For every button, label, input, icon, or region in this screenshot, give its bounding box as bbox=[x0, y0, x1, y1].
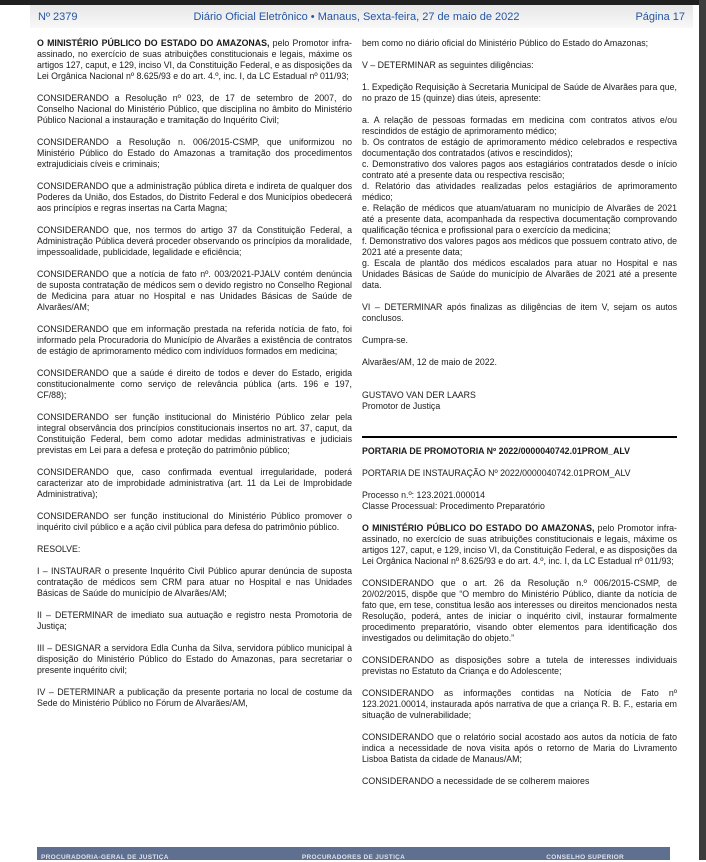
paragraph: CONSIDERANDO que a notícia de fato nº. 003/2021-PJALV contém denúncia de suposta contratação de médicos sem o devido registro no Conselho Regional de Medicina para atuar no Hospital e nas Unidades Básicas de Saúde de Alvarães/AM; bbox=[37, 269, 352, 312]
paragraph: CONSIDERANDO que a saúde é direito de todos e dever do Estado, erigida constitucionalmente como serviço de relevância pública (arts. 196 e 197, CF/88); bbox=[37, 368, 352, 400]
gazette-footer bbox=[37, 847, 670, 860]
page-number: Página 17 bbox=[635, 10, 685, 23]
paragraph: CONSIDERANDO que, nos termos do artigo 37 da Constituição Federal, a Administração Pública deverá proceder observando os princípios da moralidade, impessoalidade, publicidade, legalidade e eficiência; bbox=[37, 225, 352, 257]
right-column bbox=[362, 38, 677, 798]
paragraph: g. Escala de plantão dos médicos escalados para atuar no Hospital e nas Unidades Básicas de Saúde do município de Alvarães de 2021 até a presente data. bbox=[362, 258, 677, 290]
paragraph: VI – DETERMINAR após finalizas as diligências de item V, sejam os autos conclusos. bbox=[362, 302, 677, 323]
paragraph: CONSIDERANDO que o relatório social acostado aos autos da notícia de fato indica a necessidade de nova visita após o retorno de Maria do Livramento Lisboa Batista da cidade de Manaus/AM; bbox=[362, 732, 677, 764]
paragraph: 1. Expedição Requisição à Secretaria Municipal de Saúde de Alvarães para que, no prazo de 15 (quinze) dias úteis, apresente: bbox=[362, 82, 677, 103]
paragraph: Cumpra-se. bbox=[362, 335, 408, 345]
paragraph: PORTARIA DE PROMOTORIA Nº 2022/0000040742.01PROM_ALV bbox=[362, 446, 631, 456]
paragraph: II – DETERMINAR de imediato sua autuação e registro nesta Promotoria de Justiça; bbox=[37, 610, 352, 631]
paragraph: c. Demonstrativo dos valores pagos aos estagiários contratados desde o início contrato até a presente data ou respectiva rescisão; bbox=[362, 159, 677, 180]
paragraph: V – DETERMINAR as seguintes diligências: bbox=[362, 60, 534, 70]
paragraph: a. A relação de pessoas formadas em medicina com contratos ativos e/ou rescindidos de estágio de aprimoramento médico; bbox=[362, 115, 677, 136]
paragraph: CONSIDERANDO a Resolução nº 023, de 17 de setembro de 2007, do Conselho Nacional do Ministério Público, que disciplina no âmbito do Ministério Público Nacional a instauração e tramitação do Inquérito Civil; bbox=[37, 93, 352, 125]
paragraph: CONSIDERANDO que o art. 26 da Resolução n.º 006/2015-CSMP, de 20/02/2015, dispõe que “O membro do Ministério Público, diante da notícia de fato que, em tese, constitua lesão aos interesses ou direitos mencionados nesta Resolução, poderá, antes de iniciar o inquérito civil, instaurar formalmente procedimento preparatório, visando obter elementos para identificação dos investigados ou delimitação do objeto.” bbox=[362, 578, 677, 643]
paragraph: III – DESIGNAR a servidora Edla Cunha da Silva, servidora público municipal à disposição do Ministério Público do Estado do Amazonas, para secretariar o presente inquérito civil; bbox=[37, 643, 352, 675]
paragraph: bem como no diário oficial do Ministério Público do Estado do Amazonas; bbox=[362, 38, 649, 48]
section-divider bbox=[362, 436, 677, 438]
paragraph: Alvarães/AM, 12 de maio de 2022. bbox=[362, 357, 497, 367]
paragraph: b. Os contratos de estágio de aprimoramento médico celebrados e respectiva documentação dos contratados (ativos e rescindidos); bbox=[362, 137, 677, 158]
paragraph: IV – DETERMINAR a publicação da presente portaria no local de costume da Sede do Ministério Público no Fórum de Alvarães/AM, bbox=[37, 687, 352, 708]
gazette-title: Diário Oficial Eletrônico • Manaus, Sexta-feira, 27 de maio de 2022 bbox=[193, 10, 520, 23]
footer-section-procuradoria-geral: PROCURADORIA-GERAL DE JUSTIÇA bbox=[41, 854, 169, 860]
paragraph: Classe Processual: Procedimento Preparatório bbox=[362, 501, 545, 511]
paragraph: O MINISTÉRIO PÚBLICO DO ESTADO DO AMAZONAS, pelo Promotor infra-assinado, no exercício de suas atribuições constitucionais e legais, máxime os artigos 127, caput, e 129, inciso VI, da Constituição Federal, e as disposições da Lei Orgânica Nacional nº 8.625/93 e do art. 4.º, inc. I, da LC Estadual nº 011/93; bbox=[362, 523, 677, 566]
paragraph: PORTARIA DE INSTAURAÇÃO Nº 2022/0000040742.01PROM_ALV bbox=[362, 468, 631, 478]
paragraph: f. Demonstrativo dos valores pagos aos médicos que possuem contrato ativo, de 2021 até a presente data; bbox=[362, 236, 677, 257]
left-column bbox=[37, 38, 352, 798]
paragraph: O MINISTÉRIO PÚBLICO DO ESTADO DO AMAZONAS, pelo Promotor infra-assinado, no exercício de suas atribuições constitucionais e legais, máxime os artigos 127, caput, e 129, inciso VI, da Constituição Federal, e as disposições da Lei Orgânica Nacional nº 8.625/93 e do art. 4.º, inc. I, da LC Estadual nº 011/93; bbox=[37, 38, 352, 81]
right-column-bottom bbox=[362, 446, 677, 787]
paragraph: CONSIDERANDO a Resolução n. 006/2015-CSMP, que uniformizou no Ministério Público do Estado do Amazonas a tramitação dos procedimentos extrajudiciais cíveis e criminais; bbox=[37, 137, 352, 169]
paragraph: CONSIDERANDO ser função institucional do Ministério Público zelar pela integral observância dos princípios constitucionais insertos no art. 37, caput, da Constituição Federal, bem como adotar medidas administrativas e judiciais previstas em Lei para a defesa e proteção do patrimônio público; bbox=[37, 412, 352, 455]
paragraph: I – INSTAURAR o presente Inquérito Civil Público apurar denúncia de suposta contratação de médicos sem CRM para atuar no Hospital e nas Unidades Básicas de Saúde do município de Alvarães/AM; bbox=[37, 566, 352, 598]
right-column-top bbox=[362, 38, 677, 412]
footer-section-conselho-superior: CONSELHO SUPERIOR bbox=[546, 854, 624, 860]
paragraph: CONSIDERANDO as informações contidas na Notícia de Fato nº 123.2021.00014, instaurada após narrativa de que a criança R. B. F., estaria em situação de vulnerabilidade; bbox=[362, 688, 677, 720]
paragraph: RESOLVE: bbox=[37, 544, 81, 554]
paragraph: CONSIDERANDO que, caso confirmada eventual irregularidade, poderá caracterizar ato de improbidade administrativa (art. 11 da Lei de Improbidade Administrativa); bbox=[37, 467, 352, 499]
paragraph: CONSIDERANDO que em informação prestada na referida notícia de fato, foi informado pela Procuradoria do Município de Alvarães a existência de contratos de estágio de aprimoramento médico com indivíduos formados em medicina; bbox=[37, 324, 352, 356]
footer-section-procuradores: PROCURADORES DE JUSTIÇA bbox=[301, 854, 406, 860]
document-body bbox=[37, 38, 678, 798]
paragraph: GUSTAVO VAN DER LAARS bbox=[362, 390, 476, 400]
paragraph: CONSIDERANDO as disposições sobre a tutela de interesses individuais previstas no Estatuto da Criança e do Adolescente; bbox=[362, 655, 677, 676]
paragraph: CONSIDERANDO a necessidade de se colherem maiores bbox=[362, 776, 590, 786]
paragraph: CONSIDERANDO que a administração pública direta e indireta de qualquer dos Poderes da União, dos Estados, do Distrito Federal e dos Municípios obedecerá aos princípios e regras insertas na Carta Magna; bbox=[37, 181, 352, 213]
edition-number: Nº 2379 bbox=[38, 10, 78, 23]
paragraph: Promotor de Justiça bbox=[362, 401, 441, 411]
viewer-right-edge bbox=[699, 0, 706, 862]
paragraph: Processo n.º: 123.2021.000014 bbox=[362, 490, 486, 500]
gazette-header bbox=[30, 5, 693, 28]
paragraph: d. Relatório das atividades realizadas pelos estagiários de aprimoramento médico; bbox=[362, 181, 677, 202]
paragraph: e. Relação de médicos que atuam/atuaram no município de Alvarães de 2021 até a presente data, acompanhada da respectiva documentação comprovando qualificação técnica e profissional para o exercício da medicina; bbox=[362, 203, 677, 235]
paragraph: CONSIDERANDO ser função institucional do Ministério Público promover o inquérito civil público e a ação civil pública para defesa do patrimônio público. bbox=[37, 511, 352, 532]
